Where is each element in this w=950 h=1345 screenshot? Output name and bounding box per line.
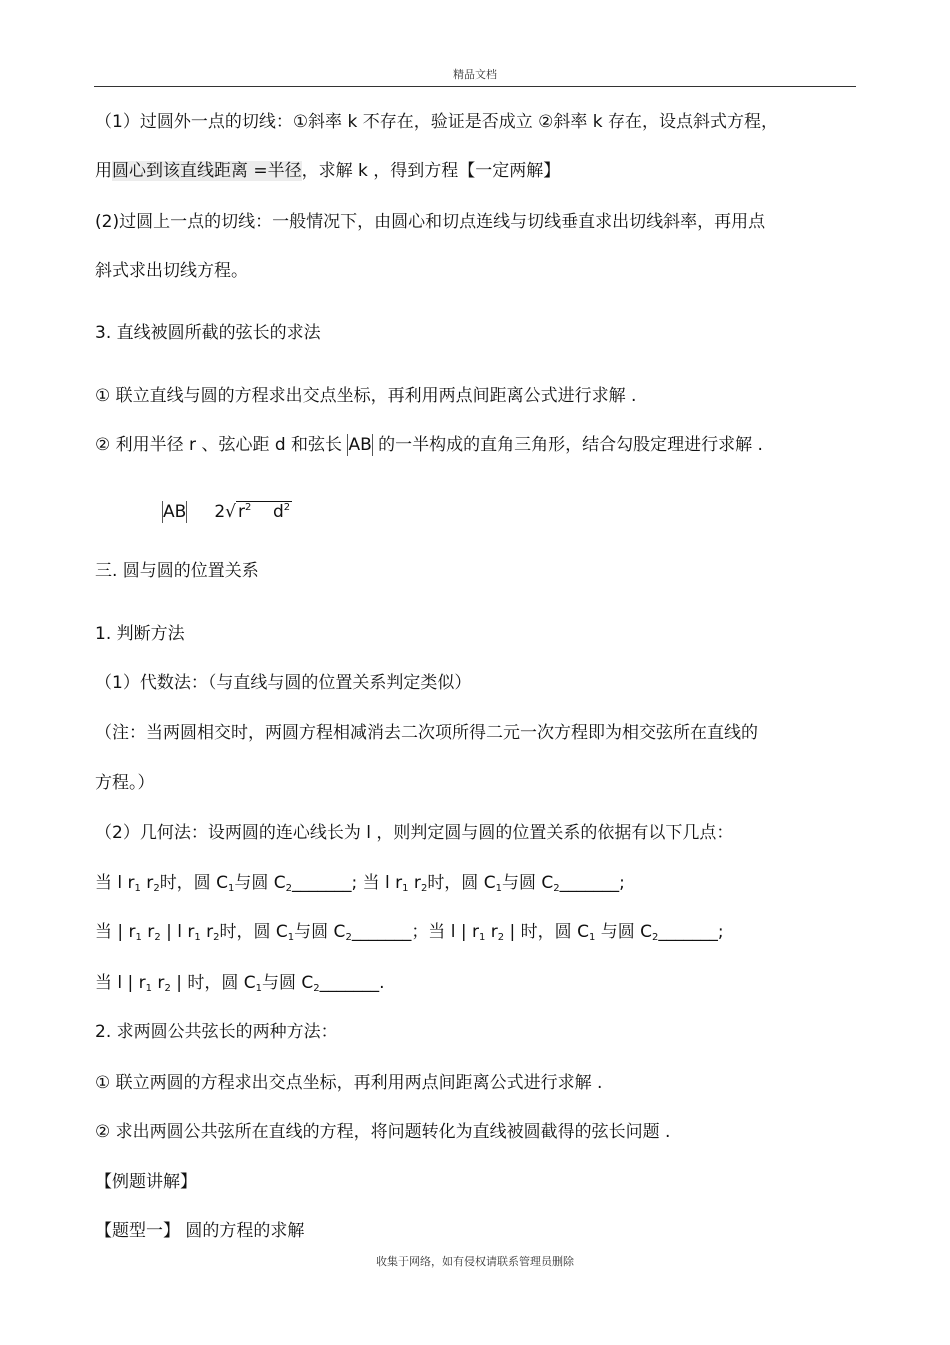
radical-sign: √	[225, 502, 236, 522]
subscript: 2	[154, 932, 161, 943]
formula-coefficient: 2	[214, 502, 226, 522]
chord-length-heading: 3. 直线被圆所截的弦长的求法	[95, 323, 321, 343]
geometric-method: （2）几何法：设两圆的连心线长为 l ，则判定圆与圆的位置关系的依据有以下几点：	[95, 823, 734, 843]
subscript: 1	[588, 932, 596, 943]
subscript: 2	[285, 883, 292, 894]
algebraic-method: （1）代数法：（与直线与圆的位置关系判定类似）	[95, 673, 472, 693]
abs-bar	[186, 501, 187, 523]
subscript: 2	[497, 932, 505, 943]
section-circle-circle-heading: 三. 圆与圆的位置关系	[95, 561, 259, 581]
note-line-2: 方程。）	[95, 773, 155, 793]
subscript: 2	[213, 932, 220, 943]
text: 当 l | r	[95, 973, 146, 993]
chord-method-2	[95, 434, 763, 456]
formula-ab: AB	[163, 502, 187, 522]
text: 与圆 C	[294, 922, 346, 942]
text: ② 利用半径 r 、弦心距 d 和弦长	[95, 435, 348, 455]
text: 的一半构成的直角三角形，结合勾股定理进行求解 .	[372, 435, 763, 455]
text: 时，圆 C	[219, 922, 288, 942]
text: _______；当 l | r	[351, 922, 479, 942]
text: 当 | r	[95, 922, 136, 942]
subscript: 1	[194, 932, 201, 943]
tangent-on-circle-line-1: (2)过圆上一点的切线：一般情况下，由圆心和切点连线与切线垂直求出切线斜率，再用点	[95, 212, 766, 232]
subscript: 2	[345, 932, 352, 943]
text: 与圆 C	[501, 873, 554, 893]
subscript: 2	[652, 932, 659, 943]
text: _______.	[319, 973, 385, 993]
subscript: 1	[287, 932, 295, 943]
text: ，求解 k ，得到方程【一定两解】	[301, 161, 561, 181]
subscript: 2	[553, 883, 560, 894]
text: 时，圆 C	[159, 873, 228, 893]
text: r	[141, 922, 155, 942]
common-chord-method-1: ① 联立两圆的方程求出交点坐标，再利用两点间距离公式进行求解 .	[95, 1073, 603, 1093]
text: | 时，圆 C	[504, 922, 589, 942]
example-heading: 【例题讲解】	[95, 1172, 197, 1192]
common-chord-method-2: ② 求出两圆公共弦所在直线的方程，将问题转化为直线被圆截得的弦长问题 .	[95, 1122, 671, 1142]
ab-symbol: AB	[348, 435, 372, 455]
judgement-method-heading: 1. 判断方法	[95, 624, 185, 644]
text: 时，圆 C	[427, 873, 496, 893]
text: r	[152, 973, 165, 993]
subscript: 2	[420, 883, 428, 894]
subscript: 2	[313, 983, 320, 994]
page-footer: 收集于网络，如有侵权请联系管理员删除	[376, 1255, 574, 1268]
tangent-external-line-2	[95, 160, 560, 182]
text: 与圆 C	[234, 873, 286, 893]
text: 与圆 C	[262, 973, 314, 993]
common-chord-heading: 2. 求两圆公共弦长的两种方法：	[95, 1022, 338, 1042]
text: | 时，圆 C	[170, 973, 256, 993]
question-type-heading: 【题型一】 圆的方程的求解	[95, 1221, 305, 1241]
subscript: 1	[495, 883, 502, 894]
text: r	[408, 873, 421, 893]
text: r	[485, 922, 498, 942]
subscript: 1	[135, 932, 142, 943]
condition-line-3	[95, 972, 385, 1000]
text: 当 l r	[95, 873, 135, 893]
subscript: 1	[134, 883, 141, 894]
text: _______;	[559, 873, 625, 893]
exponent: 2	[245, 502, 252, 513]
subscript: 1	[255, 983, 262, 994]
subscript: 2	[153, 883, 160, 894]
tangent-external-line-1: （1）过圆外一点的切线：①斜率 k 不存在，验证是否成立 ②斜率 k 存在，设点斜式方程，	[95, 112, 779, 132]
header-rule	[94, 86, 856, 87]
radicand	[236, 501, 292, 522]
formula-r: r	[238, 502, 245, 522]
condition-line-2	[95, 921, 724, 949]
subscript: 1	[227, 883, 235, 894]
text: | l r	[160, 922, 195, 942]
subscript: 1	[145, 983, 153, 994]
page-header: 精品文档	[453, 68, 497, 81]
tangent-on-circle-line-2: 斜式求出切线方程。	[95, 261, 248, 281]
subscript: 1	[402, 883, 409, 894]
chord-method-1: ① 联立直线与圆的方程求出交点坐标，再利用两点间距离公式进行求解 .	[95, 386, 637, 406]
note-line-1: （注：当两圆相交时，两圆方程相减消去二次项所得二元一次方程即为相交弦所在直线的	[95, 723, 758, 743]
highlighted-text: 圆心到该直线距离 =半径	[112, 161, 302, 181]
exponent: 2	[283, 502, 291, 513]
text: _______; 当 l r	[292, 873, 403, 893]
text: r	[140, 873, 154, 893]
text: r	[200, 922, 214, 942]
text: 用	[95, 161, 112, 181]
formula-d: d	[273, 502, 284, 522]
subscript: 2	[164, 983, 171, 994]
text: 与圆 C	[595, 922, 652, 942]
subscript: 1	[478, 932, 486, 943]
chord-length-formula	[162, 497, 292, 523]
condition-line-1	[95, 872, 625, 900]
text: _______;	[658, 922, 724, 942]
